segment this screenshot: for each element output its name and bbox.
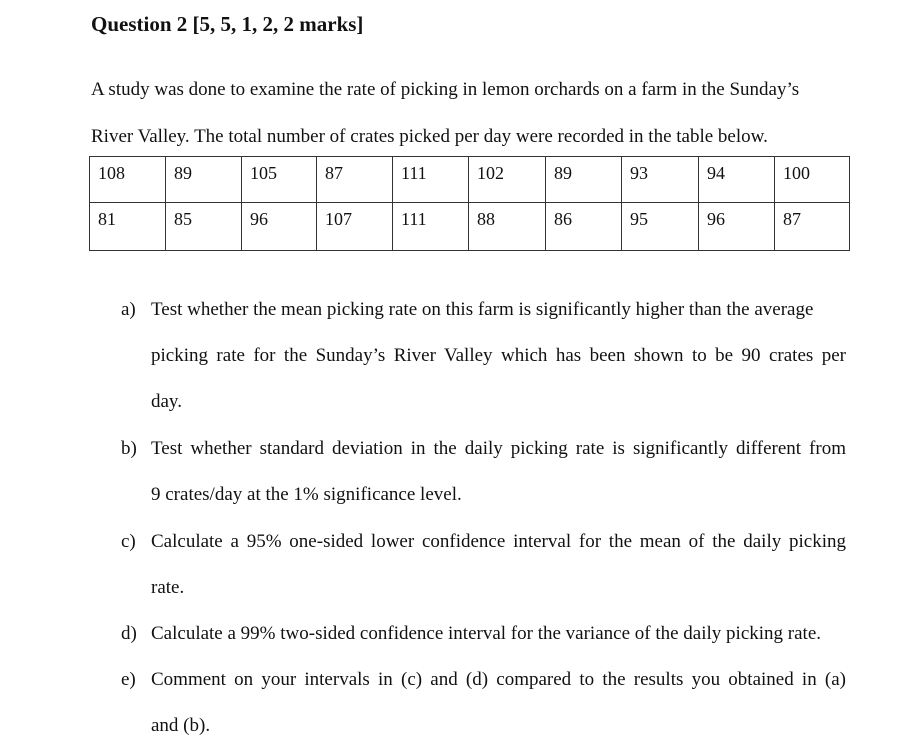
table-cell: 107 [317, 203, 393, 251]
intro-line: River Valley. The total number of crates picked per day were recorded in the table below. [91, 126, 768, 147]
table-cell: 86 [546, 203, 622, 251]
table-cell: 93 [622, 157, 699, 203]
table-cell: 87 [317, 157, 393, 203]
question-label: c) [121, 531, 136, 552]
table-cell: 89 [166, 157, 242, 203]
crates-table [89, 156, 850, 251]
table-cell: 94 [699, 157, 775, 203]
question-text [151, 611, 846, 657]
question-text [151, 426, 846, 518]
table-cell: 102 [469, 157, 546, 203]
question-line: and (b). [151, 715, 211, 736]
table-cell: 81 [90, 203, 166, 251]
table-cell: 111 [393, 157, 469, 203]
table-row [90, 203, 850, 251]
question-label: d) [121, 623, 137, 644]
table-cell: 108 [90, 157, 166, 203]
question-line: Calculate a 99% two-sided confidence interval for the variance of the daily picking rate. [151, 623, 822, 644]
question-title: Question 2 [5, 5, 1, 2, 2 marks] [91, 12, 364, 36]
table-row [90, 157, 850, 203]
question-text [151, 519, 846, 611]
table-cell: 89 [546, 157, 622, 203]
question-line: rate. [151, 577, 185, 598]
table-cell: 95 [622, 203, 699, 251]
question-label: e) [121, 669, 136, 690]
table-cell: 96 [242, 203, 317, 251]
question-label: a) [121, 299, 136, 320]
table-cell: 96 [699, 203, 775, 251]
table-cell: 85 [166, 203, 242, 251]
question-text [151, 287, 846, 425]
intro-paragraph [91, 66, 861, 160]
question-label: b) [121, 438, 137, 459]
question-line: 9 crates/day at the 1% significance level. [151, 484, 462, 505]
table-cell: 111 [393, 203, 469, 251]
question-text [151, 657, 846, 749]
question-line: picking rate for the Sunday’s River Valley which has been shown to be 90 crates per [151, 345, 846, 366]
table-cell: 100 [775, 157, 850, 203]
table-cell: 88 [469, 203, 546, 251]
question-line: Calculate a 95% one-sided lower confidence interval for the mean of the daily picking [151, 531, 846, 552]
question-line: Test whether the mean picking rate on this farm is significantly higher than the average [151, 299, 814, 320]
table-cell: 87 [775, 203, 850, 251]
question-line: Comment on your intervals in (c) and (d) compared to the results you obtained in (a) [151, 669, 846, 690]
intro-line: A study was done to examine the rate of picking in lemon orchards on a farm in the Sunday’s [91, 79, 800, 100]
table-cell: 105 [242, 157, 317, 203]
question-line: day. [151, 391, 182, 412]
question-line: Test whether standard deviation in the daily picking rate is significantly different from [151, 438, 846, 459]
